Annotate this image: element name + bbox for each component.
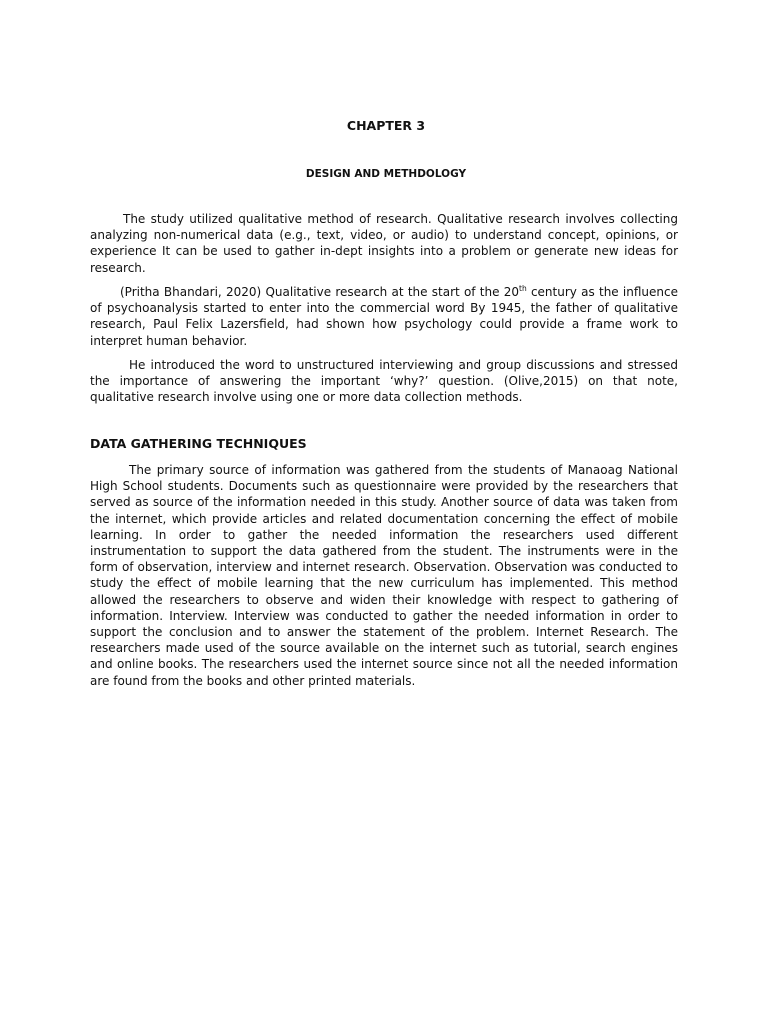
chapter-title: CHAPTER 3 — [346, 118, 426, 133]
paragraph-history-text-start: (Pritha Bhandari, 2020) Qualitative research at the start of the 20 — [120, 285, 519, 299]
paragraph-history-text-end: century as the influence of psychoanalysis started to enter into the commercial word By 1945, the father of qualitative research, Paul Felix Lazersfield, had shown how psychology could provide a frame work to interpret human behavior. — [90, 285, 679, 348]
ordinal-superscript: th — [519, 284, 527, 293]
paragraph-data-gathering: The primary source of information was gathered from the students of Manaoag National High School students. Documents such as questionnaire were provided by the researchers that served as source of the information needed in this study. Another source of data was taken from the internet, which provide articles and related documentation concerning the effect of mobile learning. In order to gather the needed information the researchers used different instrumentation to support the data gathered from the student. The instruments were in the form of observation, interview and internet research. Observation. Observation was conducted to study the effect of mobile learning that the new curriculum has implemented. This method allowed the researchers to observe and widen their knowledge with respect to gathering of information. Interview. Interview was conducted to gather the needed information in order to support the conclusion and to answer the statement of the problem. Internet Research. The researchers made used of the source available on the internet such as tutorial, search engines and online books. The researchers used the internet source since not all the needed information are found from the books and other printed materials. — [90, 463, 678, 688]
section-heading: DATA GATHERING TECHNIQUES — [90, 436, 307, 451]
paragraph-intro: The study utilized qualitative method of research. Qualitative research involves collecting analyzing non-numerical data (e.g., text, video, or audio) to understand concept, opinions, or experience It can be used to gather in-dept insights into a problem or generate new ideas for research. — [90, 212, 678, 275]
chapter-subtitle: DESIGN AND METHDOLOGY — [305, 168, 467, 180]
paragraph-interviewing: He introduced the word to unstructured interviewing and group discussions and stressed the importance of answering the important ‘why?’ question. (Olive,2015) on that note, qualitative research involve using one or more data collection methods. — [90, 358, 678, 405]
paragraph-history — [90, 284, 678, 349]
